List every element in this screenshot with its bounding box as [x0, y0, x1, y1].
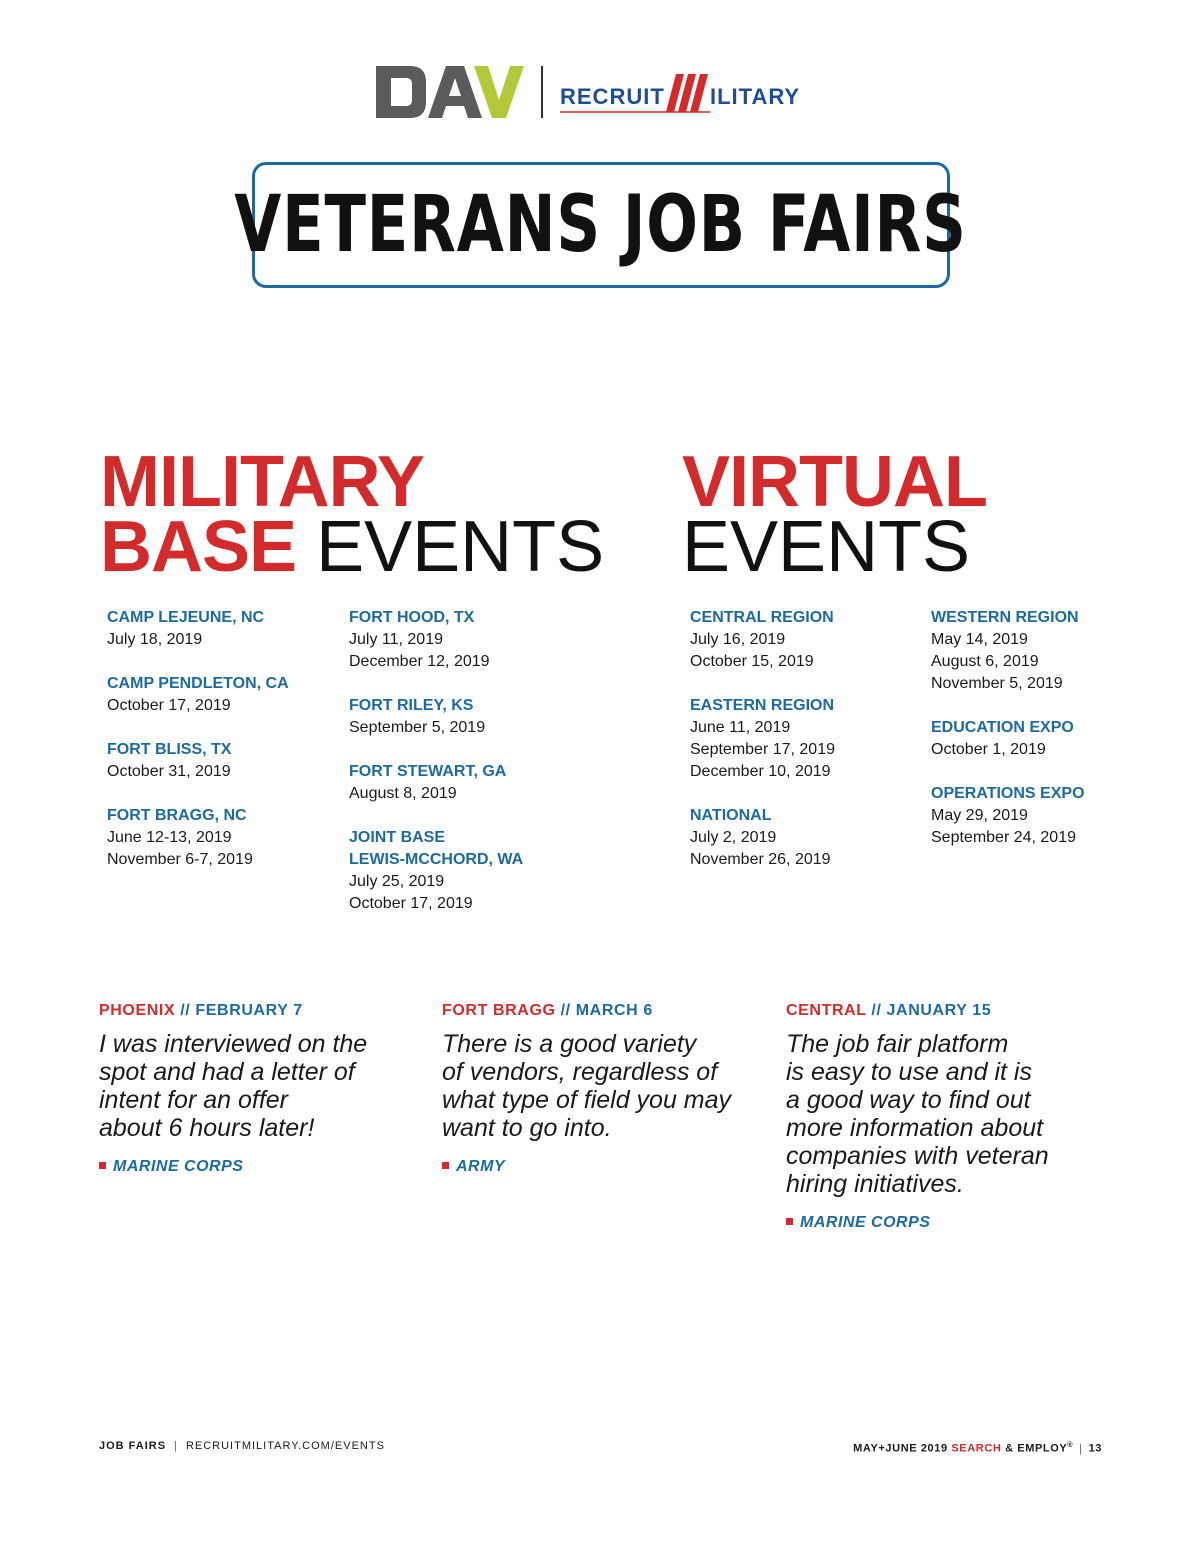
event-location: CAMP PENDLETON, CA: [107, 675, 289, 692]
testimonial-author-name: ARMY: [456, 1158, 506, 1175]
svg-text:RECRUIT: RECRUIT: [560, 84, 665, 109]
registered-icon: ®: [1067, 1442, 1074, 1449]
event-location: CAMP LEJEUNE, NC: [107, 609, 265, 626]
testimonial-author-name: MARINE CORPS: [800, 1214, 931, 1231]
footer-page-number: 13: [1088, 1442, 1102, 1455]
red-square-icon: [786, 1218, 793, 1225]
testimonial-date: MARCH 6: [575, 1002, 653, 1019]
event-date: May 29, 2019: [931, 807, 1028, 824]
event-location: WESTERN REGION: [931, 609, 1079, 626]
red-square-icon: [442, 1162, 449, 1169]
military-heading-events: EVENTS: [316, 506, 605, 587]
event-location: FORT RILEY, KS: [349, 697, 474, 714]
footer-section: JOB FAIRS: [99, 1440, 167, 1452]
footer-right: [853, 1442, 1102, 1455]
recruit-military-logo: [560, 68, 832, 116]
event-camp-lejeune: [107, 607, 337, 651]
testimonial-date: FEBRUARY 7: [195, 1002, 303, 1019]
event-western-region: [931, 607, 1161, 695]
testimonial-phoenix: [99, 1000, 429, 1176]
footer-divider: |: [1079, 1442, 1083, 1455]
event-location-line2: LEWIS-MCCHORD, WA: [349, 851, 524, 868]
event-date: September 5, 2019: [349, 719, 486, 736]
event-date: October 17, 2019: [107, 697, 231, 714]
event-eastern-region: [690, 695, 920, 783]
testimonial-line: I was interviewed on the: [99, 1030, 368, 1058]
testimonial-header: [786, 1000, 1116, 1022]
footer-issue: MAY+JUNE 2019: [853, 1442, 948, 1455]
event-date: June 12-13, 2019: [107, 829, 232, 846]
event-location: FORT HOOD, TX: [349, 609, 475, 626]
event-date: August 6, 2019: [931, 653, 1039, 670]
virtual-events-heading: [682, 442, 987, 587]
page-title: VETERANS JOB FAIRS: [234, 180, 968, 270]
event-date: October 17, 2019: [349, 895, 473, 912]
testimonial-author: [442, 1158, 772, 1176]
event-date: November 26, 2019: [690, 851, 831, 868]
testimonial-location: CENTRAL: [786, 1002, 867, 1019]
logo-divider: [541, 66, 543, 118]
testimonial-header: [442, 1000, 772, 1022]
event-fort-bliss: [107, 739, 337, 783]
testimonial-line: of vendors, regardless of: [442, 1058, 718, 1086]
event-date: November 6-7, 2019: [107, 851, 253, 868]
event-location: FORT STEWART, GA: [349, 763, 507, 780]
testimonial-header: [99, 1000, 429, 1022]
event-date: July 11, 2019: [349, 631, 443, 648]
event-central-region: [690, 607, 920, 673]
footer-magazine-employ: & EMPLOY: [1005, 1442, 1068, 1455]
event-location: CENTRAL REGION: [690, 609, 834, 626]
title-box: [234, 162, 968, 288]
testimonial-central: [786, 1000, 1116, 1232]
event-date: August 8, 2019: [349, 785, 457, 802]
testimonial-location: FORT BRAGG: [442, 1002, 556, 1019]
testimonial-author: [99, 1158, 429, 1176]
event-location: NATIONAL: [690, 807, 772, 824]
event-location: OPERATIONS EXPO: [931, 785, 1085, 802]
svg-text:ILITARY: ILITARY: [710, 84, 801, 109]
virtual-heading-line1: VIRTUAL: [682, 442, 987, 522]
virtual-column-1: [690, 607, 920, 893]
testimonial-separator: //: [871, 1002, 882, 1019]
testimonial-line: hiring initiatives.: [786, 1170, 964, 1198]
logo-row: [0, 64, 1200, 120]
footer-left: [99, 1440, 385, 1452]
event-location: EDUCATION EXPO: [931, 719, 1074, 736]
testimonial-text: [99, 1030, 429, 1142]
event-location: FORT BRAGG, NC: [107, 807, 247, 824]
event-date: July 25, 2019: [349, 873, 445, 890]
testimonial-line: want to go into.: [442, 1114, 612, 1142]
testimonial-text: [442, 1030, 772, 1142]
military-column-2: [349, 607, 579, 937]
virtual-heading-events: EVENTS: [682, 506, 971, 587]
event-location: JOINT BASE: [349, 829, 446, 846]
red-square-icon: [99, 1162, 106, 1169]
event-fort-bragg: [107, 805, 337, 871]
testimonial-line: There is a good variety: [442, 1030, 697, 1058]
event-date: May 14, 2019: [931, 631, 1028, 648]
testimonial-line: spot and had a letter of: [99, 1058, 355, 1086]
event-date: September 17, 2019: [690, 741, 835, 758]
testimonial-separator: //: [560, 1002, 571, 1019]
event-fort-riley: [349, 695, 579, 739]
event-location: EASTERN REGION: [690, 697, 835, 714]
event-education-expo: [931, 717, 1161, 761]
testimonial-line: what type of field you may: [442, 1086, 732, 1114]
event-date: December 12, 2019: [349, 653, 490, 670]
testimonial-line: The job fair platform: [786, 1030, 1009, 1058]
military-heading-line2: [100, 506, 605, 587]
military-base-events-heading: [100, 442, 605, 587]
event-date: June 11, 2019: [690, 719, 791, 736]
event-joint-base-lewis-mcchord: [349, 827, 579, 915]
testimonial-line: about 6 hours later!: [99, 1114, 315, 1142]
footer-url[interactable]: RECRUITMILITARY.COM/EVENTS: [185, 1440, 385, 1452]
military-heading-base: BASE: [100, 506, 297, 587]
testimonial-text: [786, 1030, 1116, 1198]
testimonial-line: is easy to use and it is: [786, 1058, 1032, 1086]
testimonial-separator: //: [180, 1002, 191, 1019]
testimonial-author: [786, 1214, 1116, 1232]
testimonial-line: intent for an offer: [99, 1086, 289, 1114]
dav-logo: [376, 66, 524, 118]
testimonial-location: PHOENIX: [99, 1002, 176, 1019]
event-date: December 10, 2019: [690, 763, 831, 780]
event-date: November 5, 2019: [931, 675, 1063, 692]
event-date: July 2, 2019: [690, 829, 777, 846]
event-date: October 31, 2019: [107, 763, 231, 780]
testimonial-line: a good way to find out: [786, 1086, 1031, 1114]
event-national: [690, 805, 920, 871]
event-fort-hood: [349, 607, 579, 673]
testimonial-date: JANUARY 15: [886, 1002, 992, 1019]
footer-divider: |: [174, 1440, 178, 1452]
testimonial-line: companies with veteran: [786, 1142, 1049, 1170]
military-column-1: [107, 607, 337, 893]
footer-magazine-search: SEARCH: [951, 1442, 1002, 1455]
event-location: FORT BLISS, TX: [107, 741, 232, 758]
event-date: October 1, 2019: [931, 741, 1046, 758]
testimonial-author-name: MARINE CORPS: [113, 1158, 244, 1175]
military-heading-line1: MILITARY: [100, 442, 424, 522]
testimonial-fort-bragg: [442, 1000, 772, 1176]
event-fort-stewart: [349, 761, 579, 805]
testimonial-line: more information about: [786, 1114, 1044, 1142]
event-date: September 24, 2019: [931, 829, 1076, 846]
event-operations-expo: [931, 783, 1161, 849]
virtual-column-2: [931, 607, 1161, 871]
event-date: October 15, 2019: [690, 653, 814, 670]
event-date: July 16, 2019: [690, 631, 786, 648]
event-date: July 18, 2019: [107, 631, 203, 648]
event-camp-pendleton: [107, 673, 337, 717]
